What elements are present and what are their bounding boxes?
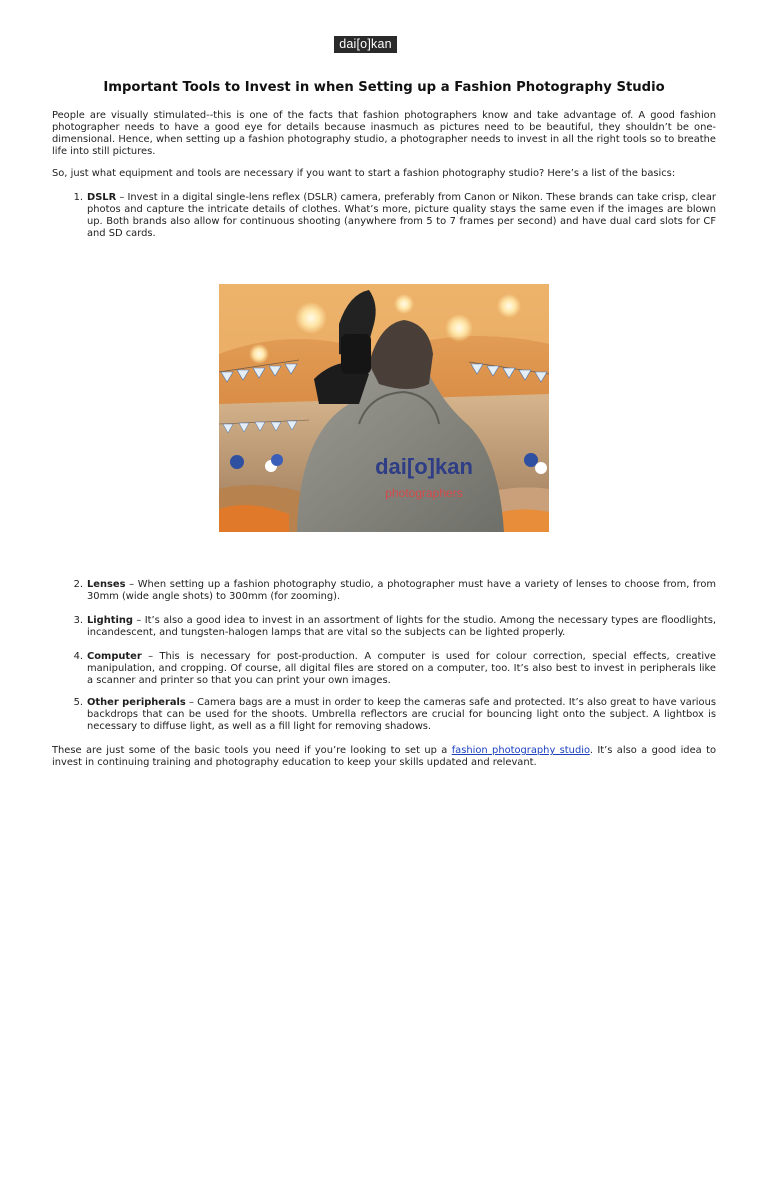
closing-text-after: . It’s also a good idea to invest in continuing training and photography education to keep your skills updated and relevant. [52, 745, 716, 769]
list-item-term: Lighting [87, 615, 133, 626]
list-item-text: – This is necessary for post-production. A computer is used for colour correction, special effects, creative manipulation, and cropping. Of course, all digital files are stored on a computer, too. It’s also best to invest in peripherals like a scanner and printer so that you can print your own images. [87, 651, 716, 687]
list-item-body [87, 579, 716, 603]
question-paragraph: So, just what equipment and tools are necessary if you want to start a fashion photography studio? Here’s a list of the basics: [52, 168, 676, 179]
list-item-body [87, 651, 716, 687]
list-item-term: DSLR [87, 192, 117, 203]
fashion-studio-link[interactable]: fashion photography studio [451, 745, 590, 756]
list-item-text: – Invest in a digital single-lens reflex (DSLR) camera, preferably from Canon or Nikon. These brands can take crisp, clear photos and capture the intricate details of clothes. What’s more, picture quality stays the same even if the images are blown up. Both brands also allow for continuous shooting (anywhere from 5 to 7 frames per second) and have dual card slots for CF and SD cards. [87, 192, 716, 240]
intro-paragraph: People are visually stimulated--this is one of the facts that fashion photographers know and take advantage of. A good fashion photographer needs to have a good eye for details because inasmuch as pictures need to be beautiful, they shouldn’t be one-dimensional. Hence, when setting up a fashion photography studio, a photographer needs to invest in all the right tools so to breathe life into still pictures. [52, 110, 716, 158]
list-item [52, 651, 716, 687]
list-number: 3. [73, 615, 83, 626]
brand-logo: dai[o]kan [334, 36, 397, 53]
closing-text-before: These are just some of the basic tools you need if you’re looking to set up a [52, 745, 452, 756]
hoodie-subtext: photographers [385, 486, 463, 500]
list-item-text: – When setting up a fashion photography studio, a photographer must have a variety of lenses to choose from, from 30mm (wide angle shots) to 300mm (for zooming). [87, 579, 716, 603]
list-number: 1. [73, 192, 83, 203]
list-item-term: Other peripherals [87, 697, 186, 708]
list-item [52, 579, 716, 603]
list-item-term: Computer [87, 651, 142, 662]
list-item-text: – It’s also a good idea to invest in an assortment of lights for the studio. Among the necessary types are floodlights, incandescent, and tungsten-halogen lamps that are vital so the subjects can be lighted properly. [87, 615, 716, 639]
list-number: 5. [73, 697, 83, 708]
closing-paragraph [52, 745, 716, 769]
photographer-photo [219, 284, 549, 532]
list-item-body [87, 192, 716, 240]
list-number: 2. [73, 579, 83, 590]
list-item [52, 615, 716, 639]
article-title: Important Tools to Invest in when Setting up a Fashion Photography Studio [103, 80, 665, 95]
list-item-term: Lenses [87, 579, 126, 590]
list-number: 4. [73, 651, 83, 662]
list-item [52, 192, 716, 240]
list-item-text: – Camera bags are a must in order to keep the cameras safe and protected. It’s also great to have various backdrops that can be used for the shoots. Umbrella reflectors are crucial for bouncing light onto the subject. A lightbox is necessary to diffuse light, as well as a fill light for removing shadows. [87, 697, 716, 733]
hoodie-brand-text: dai[o]kan [375, 454, 473, 479]
list-item-body [87, 697, 716, 733]
list-item [52, 697, 716, 733]
list-item-body [87, 615, 716, 639]
